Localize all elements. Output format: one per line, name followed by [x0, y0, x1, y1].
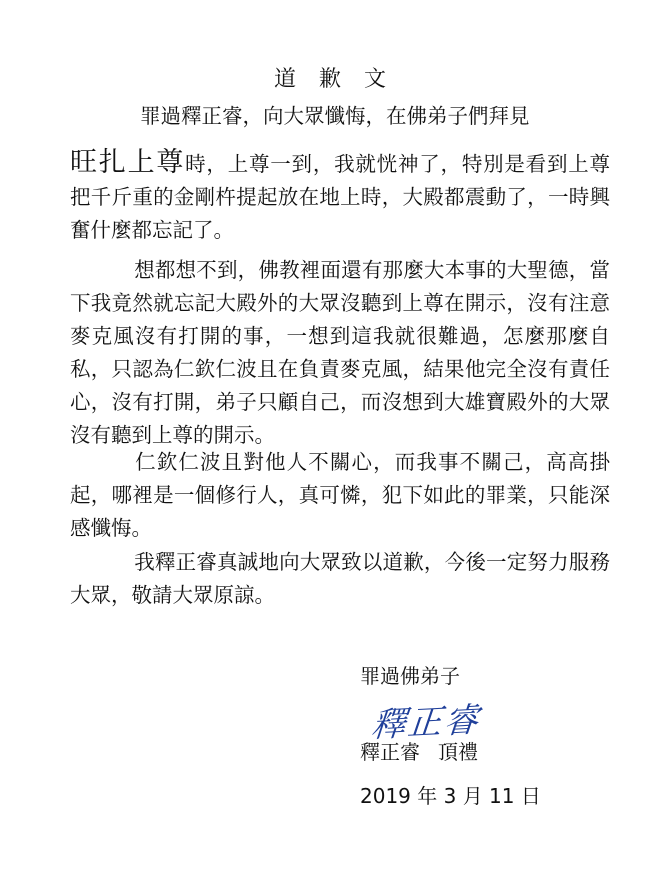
- paragraph-2: [70, 254, 610, 452]
- signature-name-line: [360, 736, 478, 765]
- signature-salute: 頂禮: [438, 740, 478, 764]
- handwritten-signature: 釋正睿: [369, 700, 482, 746]
- paragraph-1-lead: 旺扎上尊: [70, 147, 186, 178]
- paragraph-1: [70, 146, 610, 247]
- headline: 罪過釋正睿，向大眾懺悔，在佛弟子們拜見: [140, 104, 530, 128]
- signature-date: 2019 年 3 月 11 日: [360, 784, 541, 808]
- signature-name: 釋正睿: [360, 740, 420, 764]
- paragraph-3: [70, 446, 610, 545]
- document-title: 道 歉 文: [274, 67, 394, 92]
- paragraph-2-text: 想都想不到，佛教裡面還有那麼大本事的大聖德，當下我竟然就忘記大殿外的大眾沒聽到上尊在開示，沒有注意麥克風沒有打開的事，一想到這我就很難過，怎麼那麼自私，只認為仁欽仁波且在負責麥克風，結果他完全沒有責任心，沒有打開，弟子只顧自己，而沒想到大雄寶殿外的大眾沒有聽到上尊的開示。: [70, 258, 610, 447]
- paragraph-4-text: 我釋正睿真誠地向大眾致以道歉，今後一定努力服務大眾，敬請大眾原諒。: [70, 550, 610, 607]
- paragraph-1-text: 時，上尊一到，我就恍神了，特別是看到上尊把千斤重的金剛杵提起放在地上時，大殿都震動了，一時興奮什麼都忘記了。: [70, 152, 611, 242]
- paragraph-4: [70, 546, 610, 612]
- paragraph-3-text: 仁欽仁波且對他人不關心，而我事不關己，高高掛起，哪裡是一個修行人，真可憐，犯下如此的罪業，只能深感懺悔。: [70, 450, 610, 540]
- signature-role: 罪過佛弟子: [360, 664, 460, 688]
